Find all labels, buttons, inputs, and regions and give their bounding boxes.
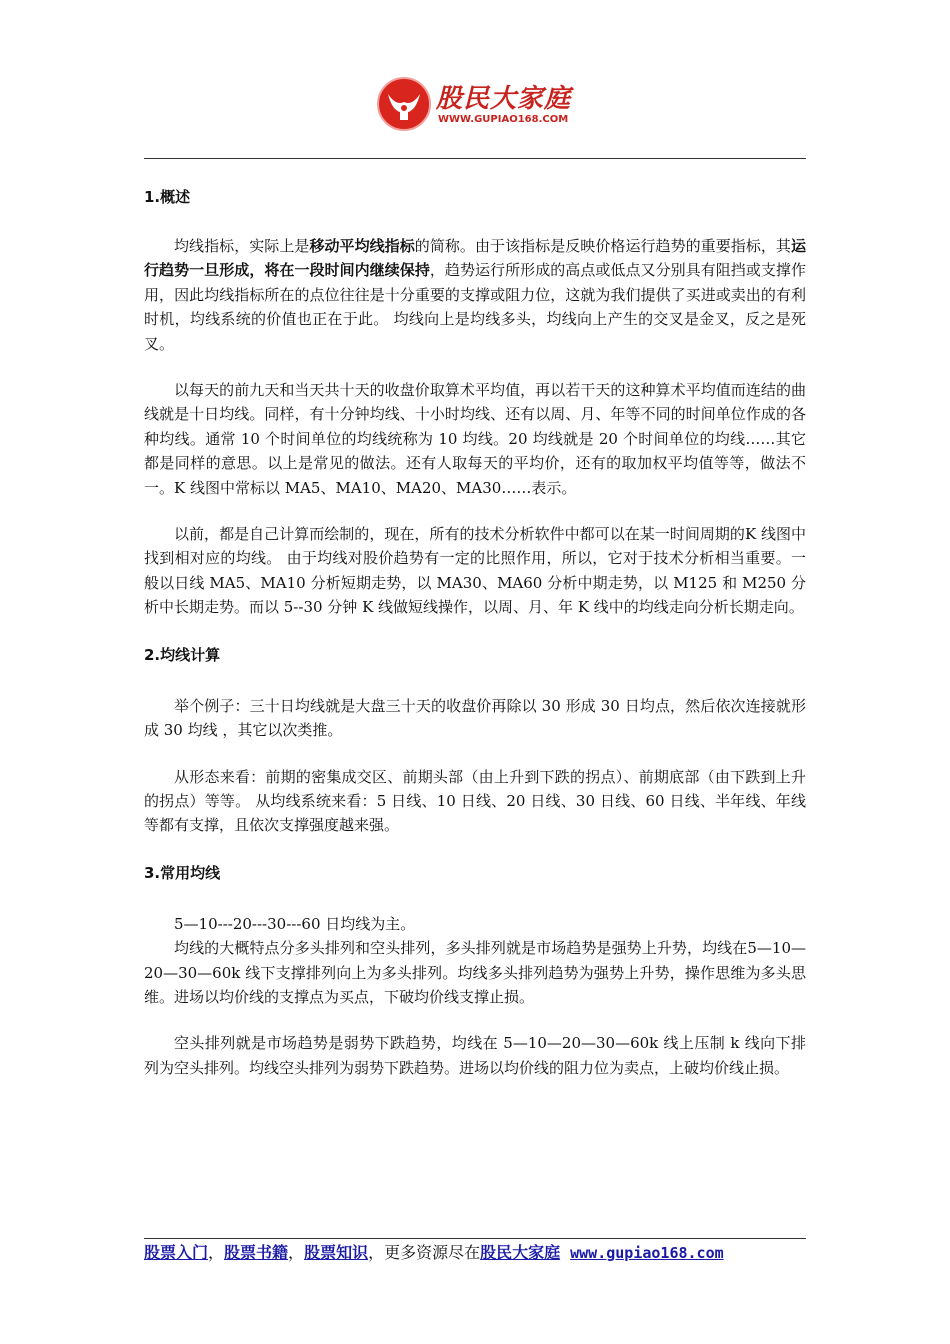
paragraph-common-2: 均线的大概特点分多头排列和空头排列，多头排列就是市场趋势是强势上升势，均线在5—10—20—30—60k 线下支撑排列向上为多头排列。均线多头排列趋势为强势上升势，操作思维为多头思维。进场以均价线的支撑点为买点，下破均价线支撑止损。 [144, 939, 806, 1006]
paragraph-overview-1: 均线指标，实际上是移动平均线指标的简称。由于该指标是反映价格运行趋势的重要指标，其运行趋势一旦形成，将在一段时间内继续保持，趋势运行所形成的高点或低点又分别具有阻挡或支撑作用，因此均线指标所在的点位往往是十分重要的支撑或阻力位，这就为我们提供了买进或卖出的有利时机，均线系统的价值也正在于此。 均线向上是均线多头，均线向上产生的交叉是金叉，反之是死叉。 [144, 237, 806, 353]
bold-trend-phrase: 运行趋势一旦形成，将在一段时间内继续保持 [144, 237, 806, 280]
section-heading-calculation: 2.均线计算 [144, 645, 221, 664]
link-stock-beginner[interactable]: 股票入门 [144, 1243, 209, 1262]
paragraph-calculation-2: 从形态来看：前期的密集成交区、前期头部（由上升到下跌的拐点）、前期底部（由下跌到上升的拐点）等等。 从均线系统来看：5 日线、10 日线、20 日线、30 日线、60 日线、半年线、年线等都有支撑，且依次支撑强度越来强。 [144, 767, 806, 835]
logo-url: WWW.GUPIAO168.COM [438, 114, 569, 125]
link-stock-books[interactable]: 股票书籍 [224, 1243, 289, 1262]
footer-middle-text: ，更多资源尽在 [368, 1243, 481, 1262]
document-body [144, 184, 806, 1080]
footer-divider [144, 1238, 806, 1239]
bull-head-logo-icon [376, 76, 432, 132]
paragraph-overview-3: 以前，都是自己计算而绘制的，现在，所有的技术分析软件中都可以在某一时间周期的K 线图中找到相对应的均线。 由于均线对股价趋势有一定的比照作用，所以，它对于技术分析相当重要。一般以日线 MA5、MA10 分析短期走势，以 MA30、MA60 分析中期走势，以 M125 和 M250 分析中长期走势。而以 5--30 分钟 K 线做短线操作，以周、月、年 K 线中的均线走向分析长期走向。 [144, 525, 806, 617]
bold-term-ma: 移动平均线指标 [309, 237, 415, 255]
paragraph-calculation-1: 举个例子：三十日均线就是大盘三十天的收盘价再除以 30 形成 30 日均点，然后依次连接就形成 30 均线 ，其它以次类推。 [144, 696, 806, 740]
link-site-name[interactable]: 股民大家庭 [480, 1243, 561, 1262]
site-logo [376, 72, 576, 136]
section-heading-common-ma: 3.常用均线 [144, 863, 221, 882]
paragraph-overview-2: 以每天的前九天和当天共十天的收盘价取算术平均值，再以若干天的这种算术平均值而连结的曲线就是十日均线。同样，有十分钟均线、十小时均线、还有以周、月、年等不同的时间单位作成的各种均线。通常 10 个时间单位的均线统称为 10 均线。20 均线就是 20 个时间单位的均线……其它都是同样的意思。以上是常见的做法。还有人取每天的平均价，还有的取加权平均值等等，做法不一。K 线图中常标以 MA5、MA10、MA20、MA30……表示。 [144, 381, 806, 497]
section-heading-overview: 1.概述 [144, 188, 191, 206]
link-site-url[interactable]: www.gupiao168.com [570, 1244, 724, 1262]
footer-links: 股票入门，股票书籍，股票知识，更多资源尽在股民大家庭 www.gupiao168.com [144, 1243, 724, 1262]
logo-title: 股民大家庭 [436, 84, 572, 114]
paragraph-common-3: 空头排列就是市场趋势是弱势下跌趋势，均线在 5—10—20—30—60k 线上压制 k 线向下排列为空头排列。均线空头排列为弱势下跌趋势。进场以均价线的阻力位为卖点，上破均价线止损。 [144, 1034, 806, 1077]
paragraph-common-1: 5—10---20---30---60 日均线为主。 [174, 914, 416, 933]
link-stock-knowledge[interactable]: 股票知识 [304, 1243, 369, 1262]
header-divider [144, 158, 806, 159]
